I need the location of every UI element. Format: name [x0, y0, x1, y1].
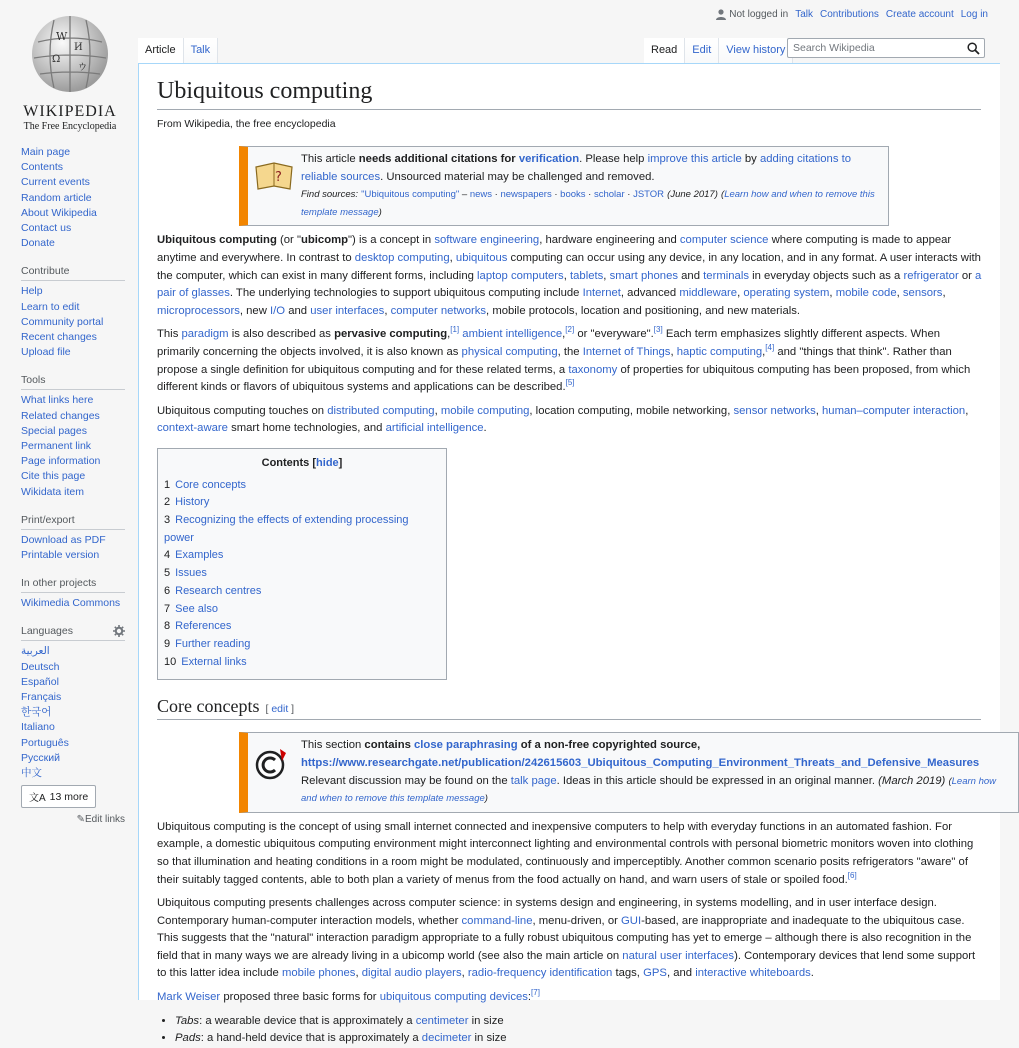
wikipedia-logo[interactable]	[20, 12, 120, 132]
jstor-link[interactable]: JSTOR	[633, 189, 665, 201]
sidebar	[21, 145, 125, 825]
toc-item-number: 6	[164, 584, 171, 597]
link[interactable]: Mark Weiser	[157, 991, 221, 1004]
text: ). Contemporary devices that lend some support to this latter idea include	[157, 949, 976, 980]
languages-menu	[21, 644, 125, 781]
pencil-icon: ✎	[76, 814, 85, 826]
tools-menu	[21, 393, 125, 499]
device-forms-list	[157, 1013, 1000, 1048]
link[interactable]: digital audio players	[361, 967, 462, 980]
link[interactable]: computer networks	[390, 304, 487, 317]
nav-item[interactable]: Random article	[21, 191, 92, 204]
link[interactable]: paradigm	[181, 328, 229, 341]
close-paraphrasing-link[interactable]: close paraphrasing	[414, 739, 518, 752]
contribute-heading: Contribute	[21, 265, 125, 281]
link[interactable]: refrigerator	[903, 269, 959, 282]
tab-edit[interactable]: Edit	[685, 38, 719, 65]
text: of properties for ubiquitous computing has been proposed, from which different kinds or flavors of ubiquitous systems and applications can be described.	[157, 363, 971, 394]
text: Ubiquitous computing	[157, 234, 277, 247]
text: Ubiquitous computing touches on	[157, 404, 328, 417]
projects-item[interactable]: Wikimedia Commons	[21, 597, 121, 610]
text: and	[678, 269, 704, 282]
intro-paragraph-3	[157, 403, 983, 438]
projects-menu	[21, 596, 125, 611]
reference-3[interactable]: [3]	[653, 325, 663, 335]
contribute-item[interactable]: Help	[21, 285, 43, 298]
learn-remove-link[interactable]: Learn how and when to remove this template message	[301, 189, 875, 218]
toc-item-label[interactable]: Recognizing the effects of extending processing power	[164, 514, 409, 544]
text: This section	[301, 739, 365, 752]
talk-page-link[interactable]: talk page	[510, 774, 557, 787]
toc-item[interactable]	[164, 477, 440, 495]
view-tabs	[644, 38, 793, 65]
link[interactable]: a pair of glasses	[157, 269, 982, 300]
adding-citations-link[interactable]: adding citations to reliable sources	[301, 153, 852, 183]
text: (or "	[276, 234, 301, 247]
page-subtitle: From Wikipedia, the free encyclopedia	[157, 118, 336, 130]
text: . The underlying technologies to support ubiquitous computing include	[229, 287, 583, 300]
scholar-link[interactable]: scholar	[593, 189, 625, 201]
link[interactable]: Internet	[582, 287, 621, 300]
create-account-link[interactable]: Create account	[885, 9, 954, 20]
books-link[interactable]: books	[560, 189, 586, 201]
nav-item[interactable]: Donate	[21, 237, 55, 250]
text: This	[157, 328, 182, 341]
search-input[interactable]	[787, 38, 985, 58]
link[interactable]: ubiquitous	[455, 251, 508, 264]
nav-item[interactable]: Contact us	[21, 222, 72, 235]
text: -based, are inappropriate and inadequate to the ubiquitous case. This suggests that the "natural" interaction paradigm appropriate to a fully robust ubiquitous computing has yet to emerge – although there is also recognition in the field that in many ways we are already living in a ubicomp world (see also the main article on	[157, 914, 972, 962]
page-title: Ubiquitous computing	[157, 78, 981, 110]
tools-item[interactable]: Wikidata item	[21, 485, 85, 498]
text: contains	[364, 739, 415, 752]
search-icon[interactable]	[967, 42, 980, 55]
reference-1[interactable]: [1]	[450, 325, 460, 335]
svg-text:?: ?	[275, 170, 282, 185]
toc-item-label[interactable]: See also	[175, 602, 218, 615]
learn-remove-link[interactable]: Learn how and when to remove this template message	[301, 775, 997, 805]
tools-item[interactable]: Page information	[21, 455, 101, 468]
tools-item[interactable]: Cite this page	[21, 470, 86, 483]
link[interactable]: mobile phones	[281, 967, 356, 980]
citation-notice: ? This article needs additional citations for verification. Please help improve this article by adding citations to reliable sources. Unsourced material may be challenged and removed. Find sources: "Ubiquitous computing" – news · newspapers · books · scholar · JSTOR (June 2017) (Learn how and when to remove this template message)	[239, 146, 889, 226]
text: pervasive computing	[334, 328, 448, 341]
text: ,	[965, 404, 969, 417]
list-item	[175, 1013, 1000, 1031]
reference-6[interactable]: [6]	[847, 870, 857, 880]
text: , menu-driven, or	[532, 914, 622, 927]
section-heading-core-concepts	[157, 696, 981, 720]
link[interactable]: tablets	[569, 269, 604, 282]
nav-item[interactable]: About Wikipedia	[21, 206, 97, 219]
link[interactable]: ubiquitous computing devices	[379, 991, 528, 1004]
tab-article[interactable]: Article	[138, 38, 184, 65]
toc-item[interactable]	[164, 494, 440, 512]
text: . Ideas in this article should be expressed in an original manner.	[556, 774, 879, 787]
language-item[interactable]: Français	[21, 691, 62, 704]
projects-heading: In other projects	[21, 577, 125, 593]
text: or "everyware".	[574, 328, 654, 341]
text: , and	[666, 967, 696, 980]
link[interactable]: distributed computing	[327, 404, 435, 417]
text: Ubiquitous computing presents challenges across computer science: in systems design and engineering, in systems modelling, and in user interface design. Contemporary human-computer interaction models, whether	[157, 897, 937, 927]
toc-title-row: Contents [hide]	[261, 456, 343, 469]
toc-item-number: 5	[164, 567, 171, 580]
section-edit: [ edit ]	[265, 703, 295, 716]
svg-text:Ω: Ω	[52, 54, 61, 65]
text: ,	[762, 345, 766, 358]
link[interactable]: mobile code	[835, 287, 897, 300]
list-item	[175, 1030, 1000, 1048]
print-menu	[21, 533, 125, 563]
term: Tabs	[175, 1014, 200, 1027]
text: : a wearable device that is approximately a	[199, 1014, 416, 1027]
text: or	[958, 269, 976, 282]
toc-item[interactable]	[164, 583, 440, 601]
wordmark: WIKIPEDIA	[23, 103, 117, 120]
section-edit-link[interactable]: edit	[271, 703, 289, 716]
tab-view-history[interactable]: View history	[719, 38, 793, 65]
text: ,	[461, 967, 468, 980]
reference-5[interactable]: [5]	[565, 378, 575, 388]
toc-item-label[interactable]: External links	[181, 655, 247, 668]
book-icon	[254, 161, 294, 191]
svg-text:И: И	[74, 42, 83, 53]
toc-item-number: 10	[164, 655, 177, 668]
edit-links[interactable]	[21, 814, 125, 825]
link[interactable]: GUI	[621, 914, 642, 927]
copyright-icon	[254, 747, 288, 781]
toc-item-label[interactable]: Further reading	[175, 637, 251, 650]
not-logged-in	[716, 9, 788, 20]
text: Relevant discussion may be found on the	[301, 774, 511, 787]
notice-date: (March 2019)	[878, 774, 946, 787]
reference-4[interactable]: [4]	[765, 343, 775, 353]
link[interactable]: artificial intelligence	[385, 422, 484, 435]
link[interactable]: natural user interfaces	[622, 949, 735, 962]
link[interactable]: context-aware	[157, 422, 228, 435]
print-item[interactable]: Download as PDF	[21, 533, 106, 546]
find-sources-label: Find sources:	[301, 189, 359, 201]
toc-item-label[interactable]: Core concepts	[175, 478, 247, 491]
unit-link[interactable]: decimeter	[421, 1032, 472, 1045]
languages-header	[21, 625, 125, 641]
link[interactable]: software engineering	[434, 234, 540, 247]
link[interactable]: Internet of Things	[582, 345, 671, 358]
link[interactable]: computer science	[679, 234, 769, 247]
language-item[interactable]: Italiano	[21, 721, 55, 734]
talk-link[interactable]: Talk	[795, 9, 813, 20]
link[interactable]: ambient intelligence	[462, 328, 563, 341]
more-languages-label: 13 more	[49, 790, 89, 803]
text: ,	[447, 328, 451, 341]
toc-item-label[interactable]: History	[175, 496, 210, 509]
toc-item-number: 2	[164, 496, 171, 509]
nav-item[interactable]: Main page	[21, 146, 71, 158]
language-item[interactable]: Русский	[21, 751, 60, 764]
toc-item-label[interactable]: Issues	[175, 567, 207, 580]
language-item[interactable]: العربية	[21, 645, 50, 658]
tools-item[interactable]: Permanent link	[21, 440, 92, 453]
print-item[interactable]: Printable version	[21, 549, 100, 562]
text: in size	[471, 1032, 507, 1045]
namespace-tabs	[138, 38, 218, 65]
text: This article	[301, 153, 359, 165]
link[interactable]: operating system	[743, 287, 830, 300]
contribute-item[interactable]: Upload file	[21, 346, 71, 359]
gear-icon[interactable]	[113, 625, 125, 637]
languages-heading: Languages	[21, 625, 73, 638]
text: .	[810, 967, 814, 980]
link[interactable]: microprocessors	[157, 304, 240, 317]
link[interactable]: I/O	[270, 304, 286, 317]
link[interactable]: sensors	[902, 287, 943, 300]
article-content	[138, 63, 1000, 1045]
link[interactable]: terminals	[703, 269, 749, 282]
find-query-link[interactable]: "Ubiquitous computing"	[361, 189, 460, 201]
wikipedia-globe-icon	[28, 12, 112, 96]
toc-item-number: 9	[164, 637, 171, 650]
link[interactable]: radio-frequency identification	[467, 967, 613, 980]
toc-item-label[interactable]: References	[175, 620, 232, 633]
text: :	[527, 991, 532, 1004]
edit-links-label: Edit links	[84, 814, 125, 826]
text: , new	[239, 304, 271, 317]
text: Each term emphasizes slightly different aspects. When primarily concerning the objects involved, it is also known as	[157, 328, 941, 358]
toc-item-label[interactable]: Research centres	[175, 584, 262, 597]
unit-link[interactable]: centimeter	[415, 1014, 469, 1027]
search-placeholder: Search Wikipedia	[793, 42, 875, 54]
text: ,	[670, 345, 677, 358]
toc-title: Contents	[261, 456, 310, 469]
text: computing can occur using any device, in any location, and in any format. A user interacts with the computer, which can exist in many different forms, including	[157, 251, 981, 282]
link[interactable]: sensor networks	[733, 404, 816, 417]
contribute-item[interactable]: Community portal	[21, 315, 104, 328]
link[interactable]: command-line	[461, 914, 533, 927]
text: , the	[557, 345, 583, 358]
nav-menu	[21, 145, 125, 251]
toc-item[interactable]	[164, 618, 440, 636]
text: . Please help	[579, 153, 648, 165]
newspapers-link[interactable]: newspapers	[500, 189, 552, 201]
text: , hardware engineering and	[539, 234, 680, 247]
nav-item[interactable]: Contents	[21, 161, 64, 174]
link[interactable]: taxonomy	[568, 363, 618, 376]
section-title: Core concepts	[157, 696, 260, 717]
source-url-link[interactable]: https://www.researchgate.net/publication/242615603_Ubiquitous_Computing_Environment_Threats_and_Defensive_Measures	[301, 756, 980, 769]
tools-item[interactable]: Special pages	[21, 424, 87, 437]
link[interactable]: haptic computing	[676, 345, 763, 358]
toc-item[interactable]	[164, 565, 440, 583]
link[interactable]: human–computer interaction	[822, 404, 966, 417]
news-link[interactable]: news	[469, 189, 493, 201]
language-item[interactable]: 한국어	[21, 706, 52, 719]
text: in size	[468, 1014, 504, 1027]
link[interactable]: laptop computers	[477, 269, 564, 282]
core-paragraph-2	[157, 895, 983, 983]
text: ") is a concept in	[348, 234, 435, 247]
link[interactable]: desktop computing	[354, 251, 450, 264]
reference-2[interactable]: [2]	[565, 325, 575, 335]
toc-item[interactable]	[164, 601, 440, 619]
core-paragraph-3	[157, 989, 983, 1007]
text: ,	[449, 251, 456, 264]
text: . Unsourced material may be challenged and removed.	[380, 170, 655, 183]
personal-tools	[716, 9, 988, 20]
language-item[interactable]: Deutsch	[21, 660, 60, 673]
text: proposed three basic forms for	[220, 991, 380, 1004]
paraphrasing-notice: This section contains close paraphrasing of a non-free copyrighted source, https://www.researchgate.net/publication/242615603_Ubiquitous_Computing_Environment_Threats_and_Defensive_Measures Relevant discussion may be found on the talk page. Ideas in this article should be expressed in an original manner. (March 2019) (Learn how and when to remove this template message)	[239, 732, 1019, 812]
toc-list	[164, 477, 440, 672]
toc-item-number: 1	[164, 478, 171, 491]
text: and "things that think". Rather than propose a single definition for ubiquitous computing and for these related terms, a	[157, 345, 952, 376]
text: is also described as	[228, 328, 335, 341]
tools-item[interactable]: Related changes	[21, 409, 100, 422]
link[interactable]: user interfaces	[310, 304, 385, 317]
toc-hide-toggle[interactable]: hide	[316, 456, 339, 469]
text: ubicomp	[300, 234, 349, 247]
toc-item-label[interactable]: Examples	[175, 549, 224, 562]
text: Ubiquitous computing is the concept of using small internet connected and inexpensive computers to help with everyday functions in an automated fashion. For example, a domestic ubiquitous computing environment might interconnect lighting and environmental controls with personal biometric monitors woven into clothing so that illumination and heating conditions in a room might be modulated, continuously and imperceptibly. Another common scenario posits refrigerators "aware" of their suitably tagged contents, able to both plan a variety of menus from the food actually on hand, and warn users of stale or spoiled food.	[157, 820, 974, 886]
toc-item-number: 8	[164, 620, 171, 633]
not-logged-in-label: Not logged in	[729, 9, 789, 20]
text: ,	[815, 404, 823, 417]
user-icon	[716, 9, 726, 20]
text: of a non-free copyrighted source,	[517, 739, 701, 752]
improve-link[interactable]: improve this article	[647, 153, 742, 165]
more-languages-button[interactable]	[21, 785, 96, 808]
link[interactable]: physical computing	[461, 345, 558, 358]
toc-item-number: 4	[164, 549, 171, 562]
verification-link[interactable]: verification	[518, 153, 580, 165]
intro-paragraph-2	[157, 326, 983, 396]
link[interactable]: GPS	[643, 967, 667, 980]
toc-item-number: 7	[164, 602, 171, 615]
text: in everyday objects such as a	[748, 269, 904, 282]
toc-item[interactable]	[164, 654, 440, 672]
text: , location computing, mobile networking,	[529, 404, 734, 417]
print-heading: Print/export	[21, 514, 125, 530]
text: : a hand-held device that is approximately a	[200, 1032, 422, 1045]
term: Pads	[175, 1032, 201, 1045]
text: ,	[562, 328, 566, 341]
text: where computing is made to appear anytime and everywhere. In contrast to	[157, 234, 952, 264]
toc-item[interactable]	[164, 512, 440, 547]
text: –	[459, 189, 470, 201]
svg-text:W: W	[56, 30, 68, 43]
nav-item[interactable]: Current events	[21, 176, 90, 189]
link[interactable]: middleware	[679, 287, 738, 300]
table-of-contents	[157, 448, 447, 680]
svg-text:ウ: ウ	[78, 63, 88, 73]
core-paragraph-1	[157, 819, 983, 889]
text: , advanced	[620, 287, 680, 300]
text: by	[741, 153, 760, 165]
text: tags,	[612, 967, 644, 980]
toc-item-number: 3	[164, 514, 171, 527]
link[interactable]: smart phones	[609, 269, 679, 282]
text: , mobile protocols, location and positioning, and new materials.	[486, 304, 801, 317]
notice-date: (June 2017)	[667, 189, 718, 201]
text: .	[483, 422, 487, 435]
tools-item[interactable]: What links here	[21, 394, 94, 407]
intro-paragraph-1: Ubiquitous computing (or "ubicomp") is a concept in software engineering, hardware engineering and computer science where computing is made to appear anytime and everywhere. In contrast to desktop computing, ubiquitous computing can occur using any device, in any location, and in any format. A user interacts with the computer, which can exist in many different forms, including laptop computers, tablets, smart phones and terminals in everyday objects such as a refrigerator or a pair of glasses. The underlying technologies to support ubiquitous computing include Internet, advanced middleware, operating system, mobile code, sensors, microprocessors, new I/O and user interfaces, computer networks, mobile protocols, location and positioning, and new materials.	[157, 234, 982, 317]
link[interactable]: interactive whiteboards	[695, 967, 811, 980]
text: and	[285, 304, 311, 317]
text: ,	[355, 967, 362, 980]
language-item[interactable]: Português	[21, 736, 69, 749]
text: needs additional citations for	[358, 153, 519, 165]
contribute-menu	[21, 284, 125, 360]
log-in-link[interactable]: Log in	[960, 9, 988, 20]
reference-7[interactable]: [7]	[531, 988, 540, 998]
tab-talk[interactable]: Talk	[184, 38, 219, 65]
toc-item[interactable]	[164, 636, 440, 654]
language-item[interactable]: Español	[21, 675, 59, 688]
toc-item[interactable]	[164, 547, 440, 565]
contributions-link[interactable]: Contributions	[820, 9, 879, 20]
text: ,	[434, 404, 441, 417]
language-item[interactable]: 中文	[21, 767, 42, 780]
translate-icon: 文A	[29, 793, 46, 805]
tab-read[interactable]: Read	[644, 38, 685, 65]
tools-heading: Tools	[21, 374, 125, 390]
contribute-item[interactable]: Recent changes	[21, 331, 97, 344]
link[interactable]: mobile computing	[440, 404, 530, 417]
contribute-item[interactable]: Learn to edit	[21, 300, 80, 313]
text: smart home technologies, and	[227, 422, 386, 435]
tagline: The Free Encyclopedia	[23, 121, 117, 132]
